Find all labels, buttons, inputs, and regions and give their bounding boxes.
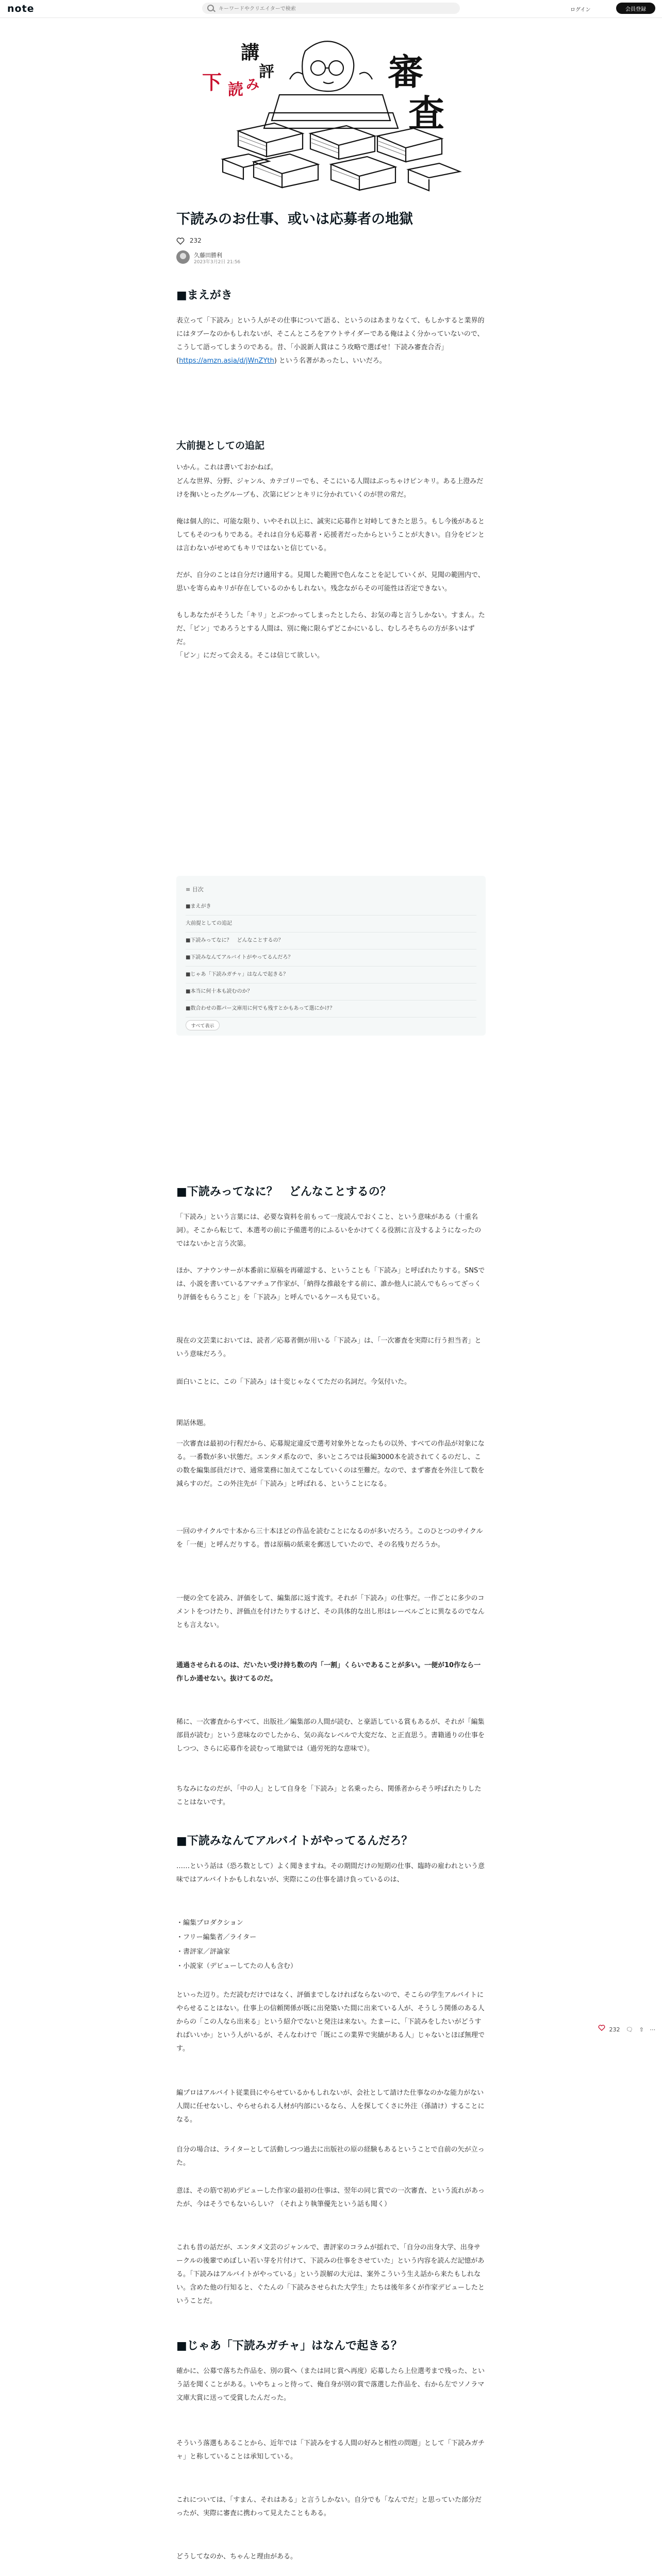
paragraph: ……という話は（恐ろ数として）よく聞きますね。その期間だけの短期の仕事、臨時の雇われという意味ではアルバイトかもしれないが、実際にこの仕事を請け負っているのは、 [176,1862,485,1884]
paragraph: どうしてなのか、ちゃんと理由がある。 [176,2553,297,2561]
floating-actions [598,2025,655,2035]
article-title: 下読みのお仕事、或いは応募者の地獄 [176,211,413,227]
toc-item[interactable]: ■数合わせの都パー文庫用に何でも残すとかもあって選にかけ？ [186,1001,476,1018]
heart-icon[interactable] [176,238,185,245]
section-heading-shitayomi: ■下読みってなに？ どんなことするの？ [176,1185,391,1198]
hero-kanji-hyou: 評 [259,63,274,81]
list-item: ・フリー編集者／ライター [176,1934,257,1941]
signup-button[interactable]: 会員登録 [616,3,655,14]
section-heading-tsuiki: 大前提としての追記 [176,440,265,451]
list-icon: ≡ [186,886,192,893]
toc-item[interactable]: 大前提としての追記 [186,916,476,933]
paragraph: 一便の全てを読み、評価をして、編集部に返す流す。それが「下読み」の仕事だ。一作ごとに多少のコメントをつけたり、評価点を付けたりするけど、その具体的な出し形はレーベルごとに異なるのでなんとも言えない。 [176,1595,485,1629]
side-like-count: 232 [609,2026,620,2033]
toc-item[interactable]: ■まえがき [186,899,476,916]
search-input[interactable] [218,4,446,13]
search-box[interactable] [202,3,460,14]
list-item: ・編集プロダクション [176,1919,243,1927]
author-block[interactable] [176,250,486,266]
like-row[interactable] [176,237,202,245]
share-icon[interactable]: ⇧ [639,2026,644,2033]
hero-kanji-sin: 審 [388,50,424,93]
list-item: ・書評家／評論家 [176,1948,230,1956]
paragraph: だが、自分のことは自分だけ適用する。見聞した範囲で色んなことを記していくが、見聞の範囲内で、思いを寄らぬキリが存在しているのかもしれない。残念ながらその可能性は否定できない。 [176,571,485,592]
paragraph: そういう落選もあることから、近年では「下読みをする人間の好みと相性の問題」として「下読みガチャ」と称していることは承知している。 [176,2439,485,2461]
paragraph: 稀に、一次審査からすべて、出版社／編集部の人間が読む、と豪語している賞もあるが、それが「編集部員が読む」という意味なのでしたから、気の高なレベルで大変だな、と正直思う。書籍通りの仕事をしつつ、さらに応募作を読むって地獄では（過労死的な意味で）。 [176,1718,485,1753]
paragraph: 自分の場合は、ライターとして活動しつつ過去に出版社の原の経験もあるということで自前の矢が立った。 [176,2146,485,2167]
section-heading-arubaito: ■下読みなんてアルバイトがやってるんだろ？ [176,1835,413,1848]
list-item: ・小説家（デビューしてたの人も含む） [176,1962,297,1970]
toc-item[interactable]: ■じゃあ「下読みガチャ」はなんで起きる？ [186,967,476,984]
paragraph: 一回のサイクルで十本から三十本ほどの作品を読むことになるのが多いだろう。このひとつのサイクルを「一便」と呼んだりする。普は原稿の紙束を郵送していたので、その名残りだろうか。 [176,1528,483,1549]
toc-item[interactable]: ■本当に何十本も読むのか？ [186,984,476,1001]
paragraph: 面白いことに、この「下読み」は十変じゃなくてただの名詞だ。今気付いた。 [176,1378,411,1386]
paragraph: といった辺り。ただ読むだけではなく、評価までしなければならないので、そこらの学生アルバイトにやらせることはない。仕事上の信頼関係が既に出発築いた間に出来ている人が、そうしう関係のある人からの「この人なら出来る」という紹介でないと発注は来ない。たまーに、「下読みをしたいがどうすればいいか」という人がいるが、そんなわけで「既にこの業界で実績がある人」じゃないとほぼ無理です。 [176,1991,485,2053]
hero-kanji-sa: 査 [408,92,444,134]
search-icon [207,5,214,11]
toc-heading: ≡ 目次 [186,886,204,893]
paragraph: ちなみになのだが、「中の人」として自身を「下読み」と名乗ったら、関係者からそう呼ばれたりしたことはないです。 [176,1785,482,1806]
avatar[interactable] [176,250,190,264]
paragraph: 表立って「下読み」という人がその仕事について語る、というのはあまりなくて、もしかすると業界的にはタブーなのかもしれないが、そこんところをアウトサイダーである俺はよく分かっていないので、こうして語ってしまうのである。昔、「小説新人賞はこう攻略で選ばせ！下読み審査合否」(https://amzn.asia/d/jWnZYth) という名著があったし、いいだろ。 [176,317,485,365]
section-heading-gacha: ■じゃあ「下読みガチャ」はなんで起きる？ [176,2340,403,2352]
hero-kanji-mi: み [246,77,260,93]
site-header [0,0,662,18]
hero-kanji-shita: 下 [202,71,222,94]
login-button[interactable]: ログイン [567,3,594,15]
paragraph: ほか、アナウンサーが本番前に原稿を再確認する、ということも「下読み」と呼ばれたりする。SNSでは、小説を書いているアマチュア作家が、「納得な推敲をする前に、誰か他人に読んでもらってざっくり評価をもらうこと」を「下読み」と呼んでいるケースも見ている。 [176,1267,485,1301]
table-of-contents [176,876,486,1036]
paragraph: もしあなたがそうした「キリ」とぶつかってしまったとしたら、お気の毒と言うしかない。すまん。ただ、「ピン」であろうとする人間は、別に俺に限らずどこかにいるし、むしろそちらの方が多いはずだ。 [176,612,485,646]
publish-date: 2023年3月2日 21:56 [194,260,241,265]
toc-list [186,899,476,1018]
hero-kanji-yomi: 読 [228,81,243,99]
more-icon[interactable]: ⋯ [650,2026,656,2033]
paragraph: これも昔の話だが、エンタメ文芸のジャンルで、書評家のコラムが揺れで、「自分の出身大学、出身サークルの後輩でめぼしい若い芽を片付けて、下読みの仕事をさせていた」という内容を読んだ記憶がある。「下読みはアルバイトがやっている」という誤解の大元は、案外こういう生え話から来たもしれない。含めた他の行知ると、ぐたんの「下読みさせられた大学生」たちは後年多くが作家デビューしたということだ。 [176,2244,485,2305]
note-logo[interactable]: note [7,3,35,14]
paragraph: いかん。これは書いておかねば。 [176,464,277,471]
author-name[interactable]: 久藤田勝利 [194,252,222,259]
hero-kanji-kou: 講 [241,42,260,63]
paragraph-emphasis: 通過させられるのは、だいたい受け持ち数の内「一割」くらいであることが多い。一便が10作なら一作しか通せない。抜けてるのだ。 [176,1662,481,1683]
heart-icon[interactable] [598,2025,605,2031]
paragraph: これについては、「すまん、それはある」と言うしかない。自分でも「なんでだ」と思っていた部分だったが、実際に審査に携わって見えたこともある。 [176,2496,482,2517]
toc-item[interactable]: ■下読みってなに？ どんなことするの？ [186,933,476,950]
amazon-link[interactable]: https://amzn.asia/d/jWnZYth [179,357,274,365]
paragraph: 俺は個人的に、可能な限り、いやそれ以上に、誠実に応募作と対峙してきたと思う。もし今後があるとしてもそのつもりである。それは自分も応募者・応援者だったからということが大きい。自分をピンとは言わないがせめてもキリではないと信じている。 [176,518,485,552]
section-heading-maegaki: ■まえがき [176,289,233,302]
like-count: 232 [189,237,202,244]
paragraph: 「ピン」にだって会える。そこは信じて欲しい。 [176,652,324,659]
paragraph: 編プロはアルバイト従業員にやらせているかもしれないが、会社として請けた仕事なのかな能力がない人間に任せないし、やらせられる人材が内部にいるなら、人を探してくさに外注（孫請け）することになる。 [176,2089,485,2124]
comment-icon[interactable]: 🗨 [626,2026,633,2033]
paragraph: 確かに、公募で落ちた作品を、別の賞へ（または同じ賞へ再度）応募したら上位選考まで残った、という話を聞くことがある。いやちょっと待って、俺自身が別の賞で落選した作品を、右から左でソノラマ文庫大賞に送って受賞したんだった。 [176,2367,485,2402]
paragraph: 「下読み」という言葉には、必要な資料を前もって一度読んでおくこと、という意味がある（十重名詞）。そこから転じて、本選考の前に予備選考的にふるいをかけてくる役割に言及するようになったのではないかと言う次第。 [176,1213,482,1248]
hero-illustration [192,23,470,229]
paragraph: 現在の文芸業においては、読者／応募者側が用いる「下読み」は、「一次審査を実際に行う担当者」という意味だろう。 [176,1337,482,1358]
toc-show-all-button[interactable]: すべて表示 [186,1020,220,1030]
paragraph: 一次審査は最初の行程だから、応募規定違反で選考対象外となったもの以外、すべての作品が対象になる。一番数が多い状態だ。エンタメ系なので、多いところでは長編3000本を読されてくるのだし、この数を編集部員だけで、通常業務に加えてこなしていくのは至難だ。なので、まず審査を外注して数を減らすのだ。この外注先が「下読み」と呼ばれる、ということになる。 [176,1440,485,1488]
paragraph: 意ほ、その筋で初めデビューした作家の最初の仕事は、翌年の同じ賞での一次審査、という流れがあったが、今はそうでもないらしい？（それより執筆優先という話も聞く） [176,2187,485,2208]
toc-item[interactable]: ■下読みなんてアルバイトがやってるんだろ？ [186,950,476,967]
paragraph: どんな世界、分野、ジャンル、カテゴリーでも、そこにいる人間はぶっちゃけピンキリ。ある上澄みだけを掬いとったグループも、次第にピンとキリに分かれていくのが世の常だ。 [176,478,484,499]
paragraph: 閑話休題。 [176,1419,210,1427]
